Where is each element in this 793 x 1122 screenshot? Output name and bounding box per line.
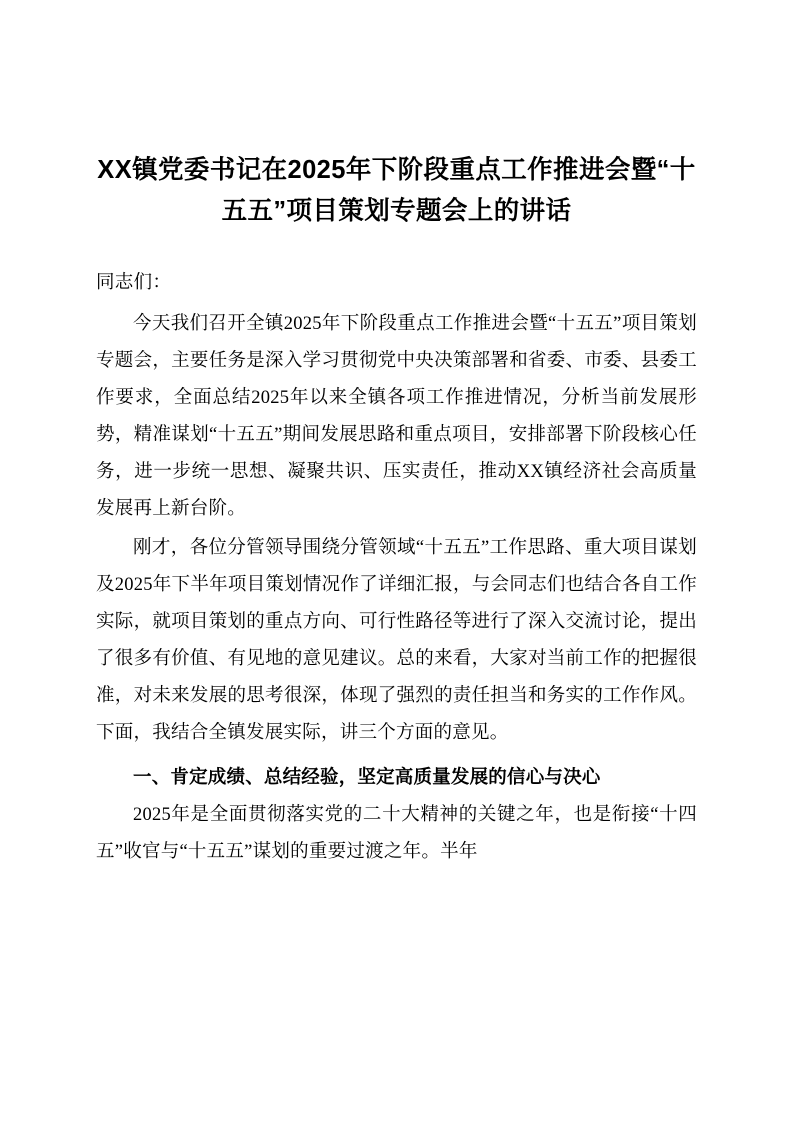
- paragraph-2: 刚才，各位分管领导围绕分管领域“十五五”工作思路、重大项目谋划及2025年下半年项目策划情况作了详细汇报，与会同志们也结合各自工作实际，就项目策划的重点方向、可行性路径等进行了深入交流讨论，提出了很多有价值、有见地的意见建议。总的来看，大家对当前工作的把握很准，对未来发展的思考很深，体现了强烈的责任担当和务实的工作作风。下面，我结合全镇发展实际，讲三个方面的意见。: [96, 538, 697, 743]
- section-heading-1: 一、肯定成绩、总结经验，坚定高质量发展的信心与决心: [133, 766, 601, 787]
- salutation: 同志们：: [96, 273, 172, 293]
- page-title: XX镇党委书记在2025年下阶段重点工作推进会暨“十五五”项目策划专题会上的讲话: [97, 156, 696, 225]
- paragraph-1: 今天我们召开全镇2025年下阶段重点工作推进会暨“十五五”项目策划专题会，主要任务是深入学习贯彻党中央决策部署和省委、市委、县委工作要求，全面总结2025年以来全镇各项工作推进情况，分析当前发展形势，精准谋划“十五五”期间发展思路和重点项目，安排部署下阶段核心任务，进一步统一思想、凝聚共识、压实责任，推动XX镇经济社会高质量发展再上新台阶。: [96, 314, 697, 519]
- paragraph-3: 2025年是全面贯彻落实党的二十大精神的关键之年，也是衔接“十四五”收官与“十五五”谋划的重要过渡之年。半年: [96, 805, 697, 862]
